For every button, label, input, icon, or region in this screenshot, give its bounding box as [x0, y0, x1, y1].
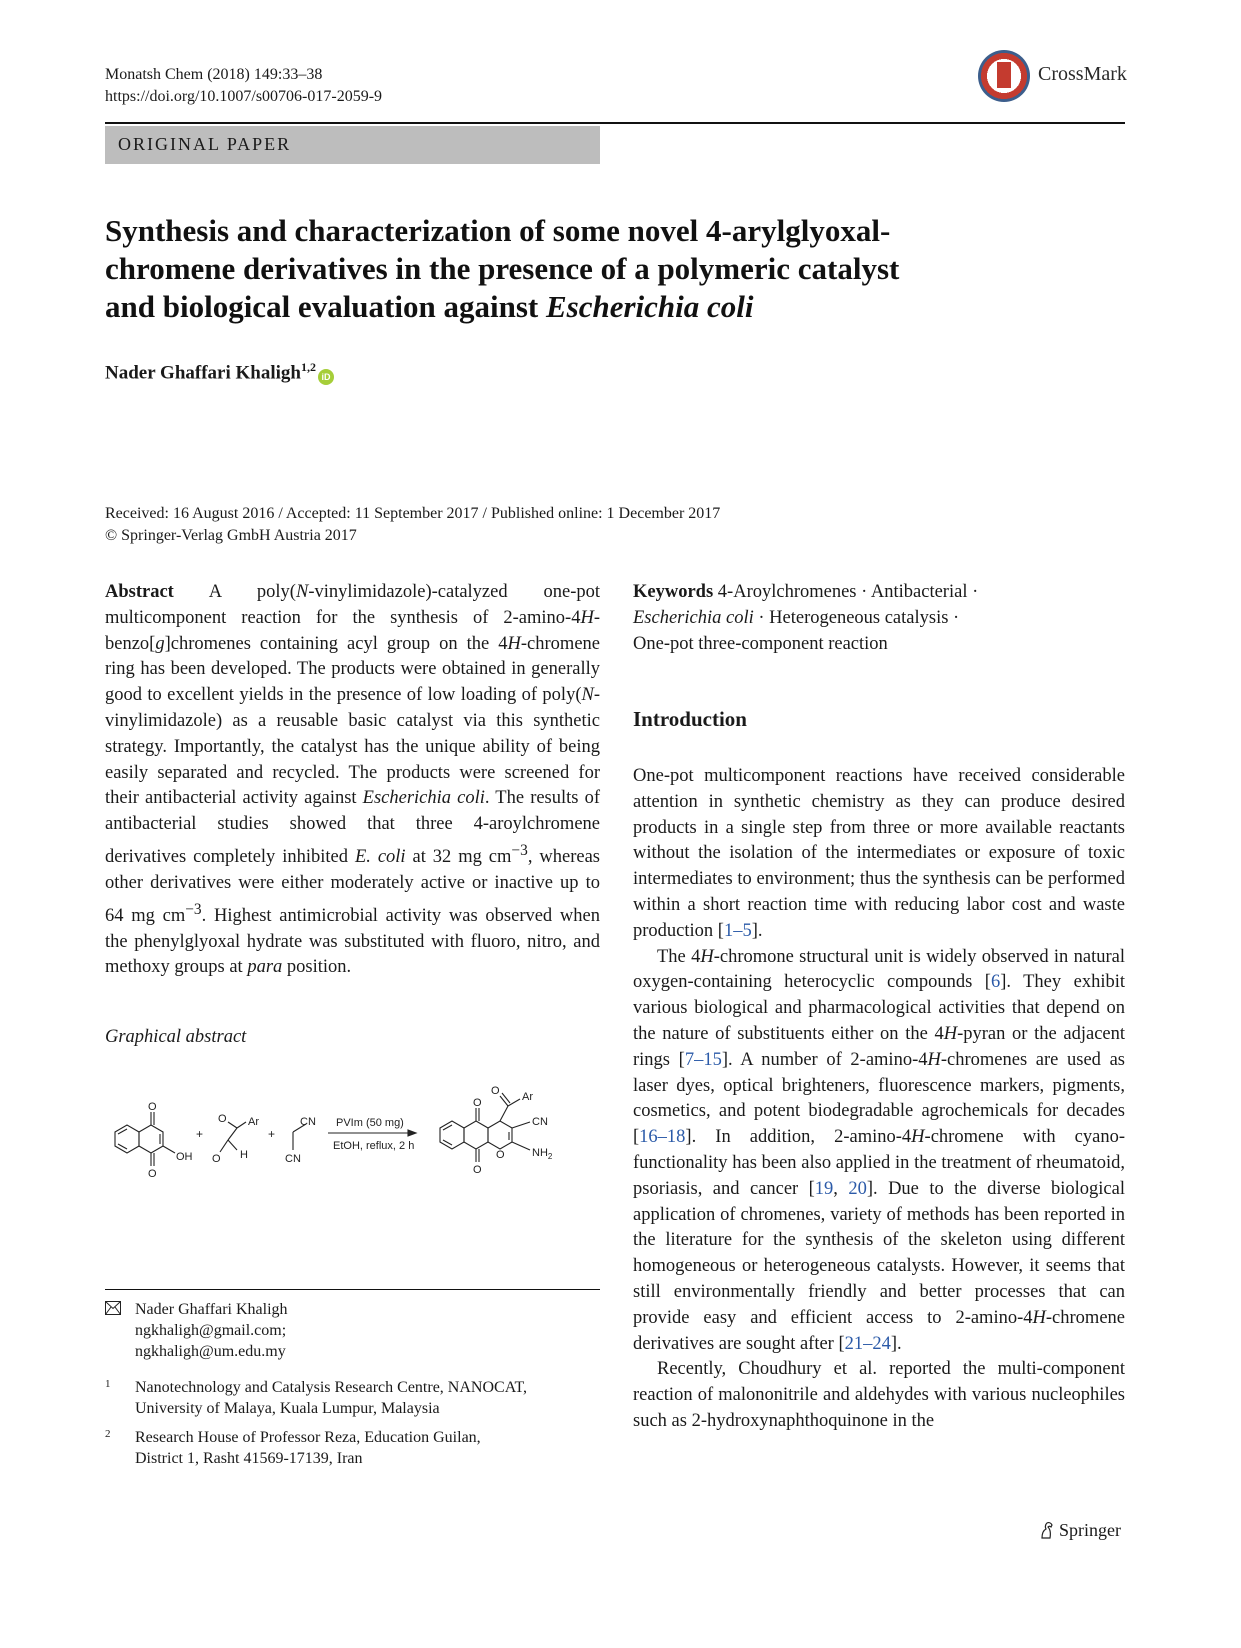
- citation-link[interactable]: 16–18: [639, 1127, 686, 1148]
- citation-link[interactable]: 7–15: [684, 1049, 722, 1070]
- atom-o-product-top: O: [473, 1097, 482, 1109]
- orcid-icon[interactable]: iD: [318, 369, 334, 385]
- author-line: [105, 360, 334, 385]
- atom-nh2: $NH_2$: [532, 1147, 553, 1161]
- atom-cn-product: CN: [532, 1116, 548, 1128]
- header-rule: [105, 122, 1125, 124]
- product-ring-c: [488, 1121, 512, 1149]
- contact-name: Nader Ghaffari Khaligh: [135, 1301, 288, 1318]
- springer-horse-icon: [1039, 1521, 1055, 1539]
- citation-link[interactable]: 20: [848, 1178, 867, 1199]
- product-ring-b: [464, 1121, 488, 1149]
- atom-o-glyoxal-2: O: [212, 1153, 221, 1165]
- citation-link[interactable]: 6: [990, 972, 1001, 993]
- introduction-body: [633, 764, 1125, 1435]
- atom-oh: OH: [176, 1151, 193, 1163]
- journal-line: Monatsh Chem (2018) 149:33–38: [105, 66, 323, 83]
- intro-paragraph-3: Recently, Choudhury et al. reported the multi-component reaction of malononitrile and aldehydes with various nucleophiles such as 2-hydroxynaphthoquinone in the: [633, 1359, 1125, 1431]
- atom-ar-glyoxal: Ar: [248, 1116, 259, 1128]
- keywords-label: Keywords: [633, 582, 714, 602]
- keywords: Keywords 4-Aroylchromenes · Antibacterial · Escherichia coli · Heterogeneous catalysis · One-pot three-component reaction: [633, 582, 979, 654]
- crossmark-label: CrossMark: [1038, 63, 1127, 85]
- atom-o-product-bottom: O: [473, 1164, 482, 1176]
- atom-o-bottom: O: [148, 1168, 157, 1180]
- author-affil-marks: 1,2: [301, 360, 316, 374]
- category-band: [105, 126, 600, 164]
- atom-cn-2: CN: [285, 1153, 301, 1165]
- graphical-abstract-label: Graphical abstract: [105, 1027, 247, 1047]
- affiliation-1: 1 Nanotechnology and Catalysis Research Centre, NANOCAT, University of Malaya, Kuala Lumpur, Malaysia: [105, 1378, 528, 1417]
- contact-email-2[interactable]: ngkhaligh@um.edu.my: [135, 1343, 286, 1360]
- intro-paragraph-2: The 4H-chromone structural unit is widely observed in natural oxygen-containing heterocyclic compounds [6]. They exhibit various biological and pharmacological activities that depend on the nature of substituents either on the 4H-pyran or the adjacent rings [7–15]. A number of 2-amino-4H-chromenes are used as laser dyes, optical brighteners, fluorescence markers, pigments, cosmetics, and potent biodegradable agrochemicals for decades [16–18]. In addition, 2-amino-4H-chromene with cyano-functionality has been also applied in the treatment of rheumatoid, psoriasis, and cancer [19, 20]. Due to the diverse biological application of chromenes, variety of methods has been reported in the literature for the synthesis of the skeleton using different homogeneous or heterogeneous catalysts. However, it seems that still environmentally friendly and better processes that can provide easy and efficient access to 2-amino-4H-chromene derivatives are sought after [21–24].: [633, 946, 1126, 1354]
- atom-o-acyl: O: [491, 1085, 500, 1097]
- article-dates: [105, 503, 720, 547]
- abstract: Abstract A poly(N-vinylimidazole)-catalyzed one-pot multicomponent reaction for the synthesis of 2-amino-4H-benzo[g]chromenes containing acyl group on the 4H-chromene ring has been developed. The products were obtained in generally good to excellent yields in the presence of low loading of poly(N-vinylimidazole) as a reusable basic catalyst via this synthetic strategy. Importantly, the catalyst has the unique ability of being easily separated and recycled. The products were screened for their antibacterial activity against Escherichia coli. The results of antibacterial studies showed that three 4-aroylchromene derivatives completely inhibited E. coli at 32 mg $cm^{-3}$, whereas other derivatives were either moderately active or inactive up to 64 mg $cm^{-3}$. Highest antimicrobial activity was observed when the phenylglyoxal hydrate was substituted with fluoro, nitro, and methoxy groups at para position.: [105, 582, 601, 978]
- category-label: ORIGINAL PAPER: [118, 134, 292, 154]
- journal-citation: [105, 64, 382, 108]
- reagent-catalyst: PVIm (50 mg): [336, 1117, 404, 1129]
- introduction-heading: Introduction: [633, 707, 747, 731]
- crossmark-badge[interactable]: [978, 48, 1128, 108]
- atom-o-top: O: [148, 1101, 157, 1113]
- citation-link[interactable]: 21–24: [844, 1333, 891, 1354]
- affiliation-2: 2 Research House of Professor Reza, Education Guilan, District 1, Rasht 41569-17139, Iran: [105, 1428, 481, 1467]
- atom-o-glyoxal-1: O: [218, 1113, 227, 1125]
- crossmark-icon: [978, 50, 1030, 102]
- history-line: Received: 16 August 2016 / Accepted: 11 September 2017 / Published online: 1 December 2017: [105, 505, 721, 522]
- envelope-icon: [105, 1301, 121, 1315]
- footnote-rule: [105, 1289, 600, 1290]
- atom-cn-1: CN: [300, 1116, 316, 1128]
- corresponding-author: [105, 1299, 600, 1363]
- atom-o-pyran: O: [496, 1149, 505, 1161]
- atom-ar-product: Ar: [522, 1091, 533, 1103]
- author-name: Nader Ghaffari Khaligh: [105, 362, 301, 384]
- citation-link[interactable]: 1–5: [723, 920, 752, 941]
- reaction-scheme: [110, 1070, 600, 1200]
- publisher-name: Springer: [1059, 1520, 1121, 1540]
- citation-link[interactable]: 19: [814, 1178, 834, 1199]
- plus-2: +: [268, 1127, 276, 1141]
- atom-h-glyoxal: H: [240, 1149, 248, 1161]
- intro-paragraph-1: One-pot multicomponent reactions have received considerable attention in synthetic chemistry as they can produce desired products in a single step from three or more available reactants without the isolation of the intermediates or exposure of toxic intermediates to environment; thus the synthesis can be performed within a short reaction time with reducing labor cost and waste production [1–5].: [633, 766, 1125, 941]
- publisher-logo: [1039, 1520, 1121, 1541]
- abstract-label: Abstract: [105, 582, 174, 602]
- copyright-line: © Springer-Verlag GmbH Austria 2017: [105, 527, 357, 544]
- doi-link[interactable]: https://doi.org/10.1007/s00706-017-2059-9: [105, 88, 383, 105]
- article-title: Synthesis and characterization of some novel 4-arylglyoxal- chromene derivatives in the presence of a polymeric catalyst and biological evaluation against Escherichia coli: [105, 213, 900, 324]
- contact-email-1[interactable]: ngkhaligh@gmail.com;: [135, 1322, 287, 1339]
- naphthoquinone-ring-b: [139, 1125, 163, 1153]
- reagent-conditions: EtOH, reflux, 2 h: [333, 1140, 415, 1152]
- plus-1: +: [196, 1127, 204, 1141]
